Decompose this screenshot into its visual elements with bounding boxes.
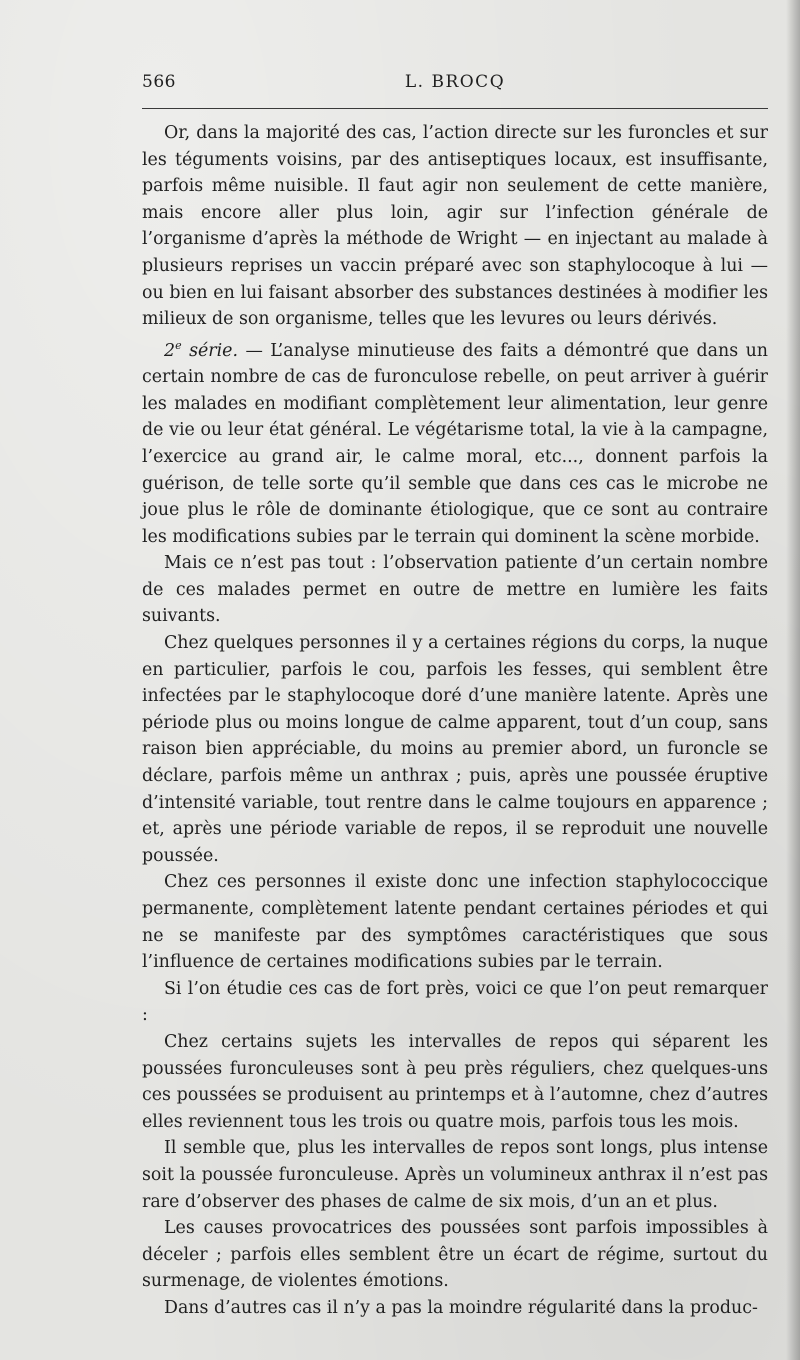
paragraph: Chez ces personnes il existe donc une infection staphylococcique permanente, complètement latente pendant certaines périodes et qui ne se manifeste par des symptômes caractéristiques que sous l’influence de certaines modifications subies par le terrain.: [142, 872, 768, 973]
page-edge-shadow: [786, 0, 800, 1360]
body-text: [142, 120, 768, 1322]
paragraph: Dans d’autres cas il n’y a pas la moindre régularité dans la produc-: [164, 1297, 758, 1318]
paragraph: Mais ce n’est pas tout : l’observation patiente d’un certain nombre de ces malades permet en outre de mettre en lumière les faits suivants.: [142, 553, 768, 627]
paragraph: Or, dans la majorité des cas, l’action directe sur les furoncles et sur les téguments voisins, par des antiseptiques locaux, est insuffisante, parfois même nuisible. Il faut agir non seulement de cette manière, mais encore aller plus loin, agir sur l’infection générale de l’organisme d’après la méthode de Wright — en injectant au malade à plusieurs reprises un vaccin préparé avec son staphylocoque à lui — ou bien en lui faisant absorber des substances destinées à modifier les milieux de son organisme, telles que les levures ou leurs dérivés.: [142, 123, 768, 330]
paragraph: Chez quelques personnes il y a certaines régions du corps, la nuque en particulier, parfois le cou, parfois les fesses, qui semblent être infectées par le staphylocoque doré d’une manière latente. Après une période plus ou moins longue de calme apparent, tout d’un coup, sans raison bien appréciable, du moins au premier abord, un furoncle se déclare, parfois même un anthrax ; puis, après une poussée éruptive d’intensité variable, tout rentre dans le calme toujours en apparence ; et, après une période variable de repos, il se reproduit une nouvelle poussée.: [142, 633, 768, 866]
running-head: L. BROCQ: [404, 72, 506, 92]
paragraph: Les causes provocatrices des poussées sont parfois impossibles à déceler ; parfois elles semblent être un écart de régime, surtout du surmenage, de violentes émotions.: [142, 1218, 768, 1292]
series-word: série.: [189, 340, 238, 361]
page-header: [142, 72, 768, 98]
page-number: 566: [142, 72, 176, 92]
series-label: [164, 338, 238, 361]
paragraph: Chez certains sujets les intervalles de repos qui séparent les poussées furonculeuses sont à peu près réguliers, chez quelques-uns ces poussées se produisent au printemps et à l’automne, chez d’autres elles reviennent tous les trois ou quatre mois, parfois tous les mois.: [142, 1031, 768, 1132]
paragraph: [142, 333, 768, 551]
paragraph: Il semble que, plus les intervalles de repos sont longs, plus intense soit la poussée furonculeuse. Après un volumineux anthrax il n’est pas rare d’observer des phases de calme de six mois, d’un an et plus.: [142, 1138, 768, 1212]
series-superscript: e: [175, 338, 182, 352]
paragraph-text: — L’analyse minutieuse des faits a démontré que dans un certain nombre de cas de furonculose rebelle, on peut arriver à guérir les malades en modifiant complètement leur alimentation, leur genre de vie ou leur état général. Le végétarisme total, la vie à la campagne, l’exercice au grand air, le calme moral, etc..., donnent parfois la guérison, de telle sorte qu’il semble que dans ces cas le microbe ne joue plus le rôle de dominante étiologique, que ce sont au contraire les modifications subies par le terrain qui dominent la scène morbide.: [142, 340, 768, 547]
paragraph: Si l’on étudie ces cas de fort près, voici ce que l’on peut remarquer :: [142, 978, 768, 1026]
header-rule: [142, 108, 768, 109]
series-number: 2: [164, 340, 176, 361]
